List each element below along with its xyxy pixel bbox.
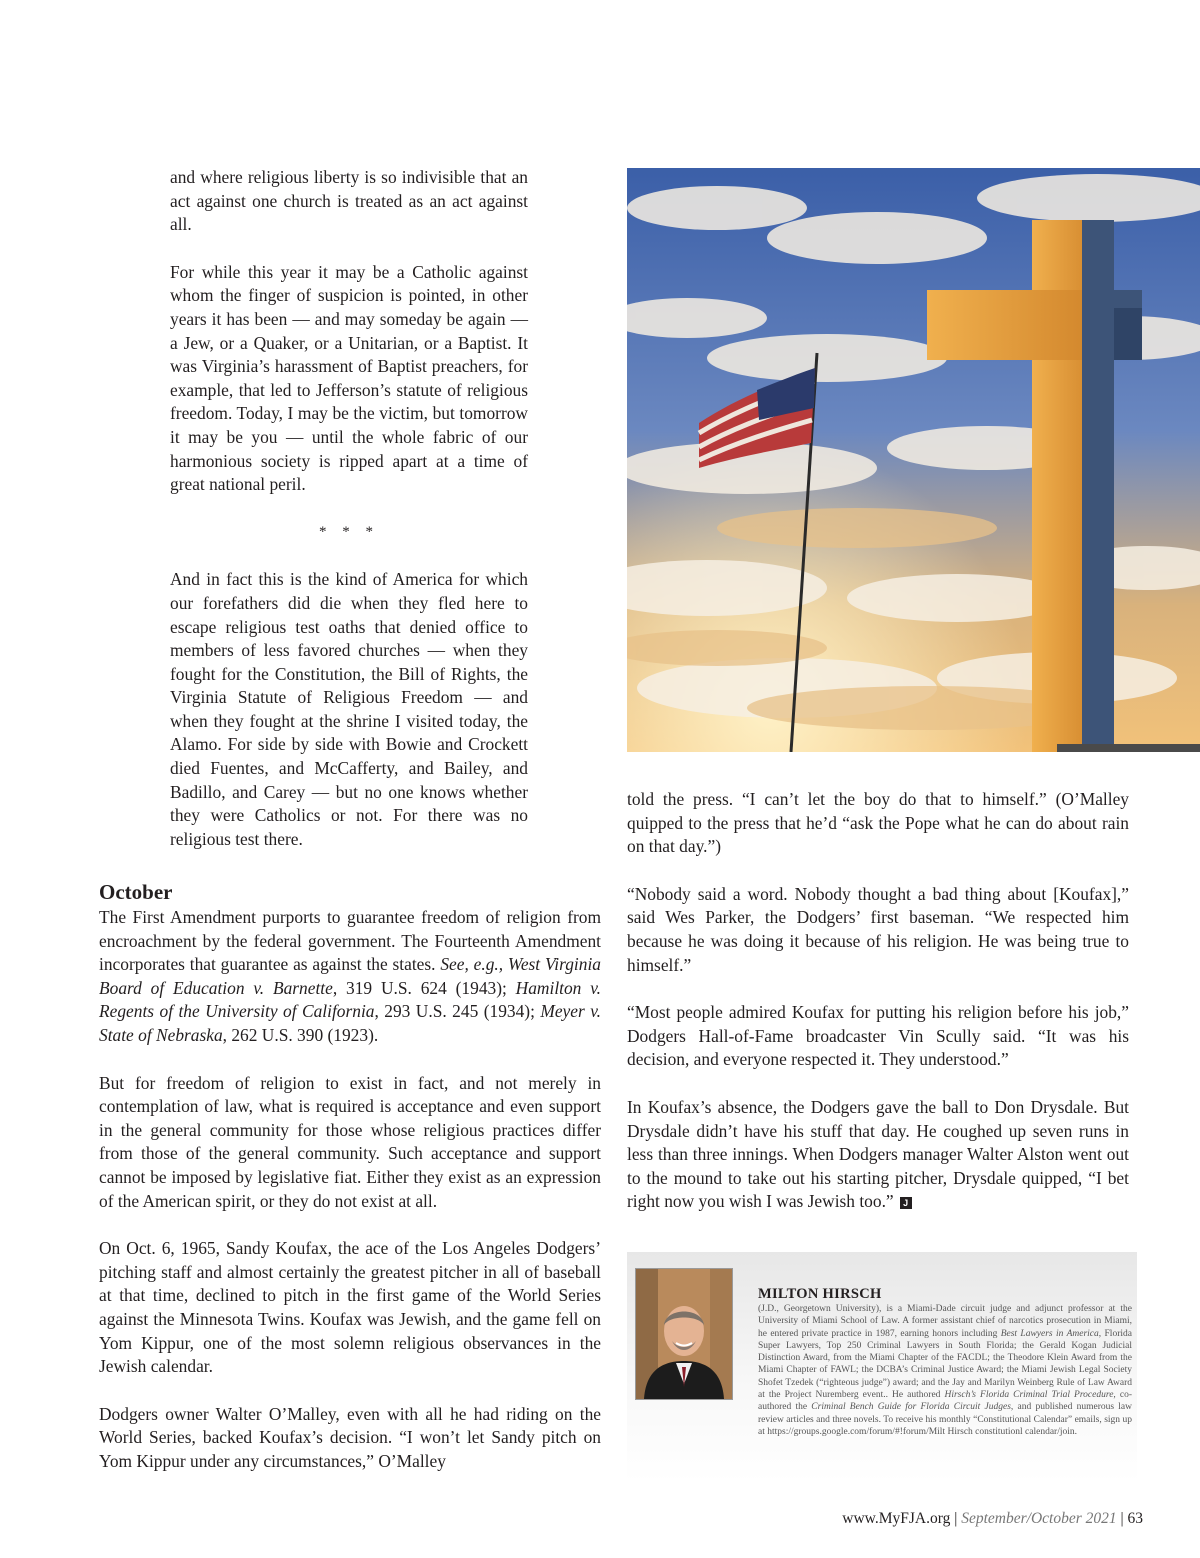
- cross-and-flag-photo: [627, 168, 1200, 752]
- footer-website: www.MyFJA.org: [842, 1510, 951, 1527]
- body-paragraph-8: In Koufax’s absence, the Dodgers gave the ball to Don Drysdale. But Drysdale didn’t have his stuff that day. He coughed up seven runs in less than three innings. When Dodgers manager Walter Alston went out to the mound to take out his starting pitcher, Drysdale quipped, “I bet right now you wish I was Jewish too.” J: [627, 1096, 1129, 1212]
- page-footer: www.MyFJA.org | September/October 2021 | 63: [842, 1510, 1143, 1527]
- citation-barnette: See, e.g., West Virginia Board of Education v. Barnette: [99, 954, 601, 998]
- quote-paragraph-1: and where religious liberty is so indivisible that an act against one church is treated as an act against all.: [170, 167, 528, 235]
- author-portrait: [635, 1268, 733, 1400]
- end-of-article-icon: J: [900, 1197, 912, 1209]
- page-number: 63: [1127, 1510, 1143, 1527]
- body-paragraph-1: The First Amendment purports to guarantee freedom of religion from encroachment by the federal government. The Fourteenth Amendment incorporates that guarantee as against the states. See, e.g., West Virginia Board of Education v. Barnette, 319 U.S. 624 (1943); Hamilton v. Regents of the University of California, 293 U.S. 245 (1934); Meyer v. State of Nebraska, 262 U.S. 390 (1923).: [99, 907, 601, 1045]
- quote-paragraph-3: And in fact this is the kind of America for which our forefathers did die when they fled here to escape religious test oaths that denied office to members of less favored churches — when they fought for the Constitution, the Bill of Rights, the Virginia Statute of Religious Freedom — and when they fought at the shrine I visited today, the Alamo. For side by side with Bowie and Crockett died Fuentes, and McCafferty, and Bailey, and Badillo, and Carey — but no one knows whether they were Catholics or not. For there was no religious test there.: [170, 569, 528, 849]
- quote-paragraph-2: For while this year it may be a Catholic against whom the finger of suspicion is pointed, in other years it has been — and may someday be again — a Jew, or a Quaker, or a Unitarian, or a Baptist. It was Virginia’s harassment of Baptist preachers, for example, that led to Jefferson’s statute of religious freedom. Today, I may be the victim, but tomorrow it may be you — until the whole fabric of our harmonious society is ripped apart at a time of great national peril.: [170, 261, 528, 495]
- body-paragraph-4: Dodgers owner Walter O’Malley, even with all he had riding on the World Series, backed Koufax’s decision. “I won’t let Sandy pitch on Yom Kippur under any circumstances,” O’Malley: [99, 1403, 601, 1471]
- author-name: MILTON HIRSCH: [758, 1286, 882, 1302]
- body-paragraph-6: “Nobody said a word. Nobody thought a bad thing about [Koufax],” said Wes Parker, the Dodgers’ first baseman. “We respected him because he was doing it because of his religion. He was being true to himself.”: [627, 883, 1129, 975]
- section-heading-october: October: [99, 880, 173, 904]
- author-bio-text: (J.D., Georgetown University), is a Miami-Dade circuit judge and adjunct professor at the University of Miami School of Law. A former assistant chief of narcotics prosecution in Miami, he entered private practice in 1987, earning honors including Best Lawyers in America, Florida Super Lawyers, Top 250 Criminal Lawyers in South Florida; the Gerald Kogan Judicial Distinction Award, from the Miami Chapter of the FACDL; the Theodore Klein Award from the Miami Chapter of FAWL; the DCBA’s Criminal Justice Award; the Miami Jewish Legal Society Shofet Tzedek (“righteous judge”) award; and the Jay and Marilyn Weinberg Rule of Law Award at the Project Nuremberg event.. He authored Hirsch’s Florida Criminal Trial Procedure, co-authored the Criminal Bench Guide for Florida Circuit Judges, and published numerous law review articles and three novels. To receive his monthly “Constitutional Calendar” emails, sign up at https://groups.google.com/forum/#!forum/Milt Hirsch constitutionl calendar/join.: [758, 1304, 1133, 1437]
- footer-issue-date: September/October 2021: [961, 1510, 1117, 1527]
- body-paragraph-2: But for freedom of religion to exist in fact, and not merely in contemplation of law, what is required is acceptance and even support in the general community for those whose religious practices differ from those of the general community. Such acceptance and support cannot be imposed by legislative fiat. Either they exist as an expression of the American spirit, or they do not exist at all.: [99, 1072, 601, 1211]
- speech-quotation: [170, 166, 528, 875]
- left-column: [99, 878, 601, 1497]
- right-column: [627, 788, 1129, 1238]
- author-bio-box: [627, 1252, 1137, 1482]
- body-paragraph-5: told the press. “I can’t let the boy do that to himself.” (O’Malley quipped to the press that he’d “ask the Pope what he can do about rain on that day.”): [627, 789, 1129, 857]
- citation-meyer: Meyer v. State of Nebraska: [99, 1001, 601, 1045]
- section-separator: * * *: [319, 523, 379, 540]
- citation-hamilton: Hamilton v. Regents of the University of California: [99, 977, 601, 1022]
- body-paragraph-3: On Oct. 6, 1965, Sandy Koufax, the ace of the Los Angeles Dodgers’ pitching staff and almost certainly the greatest pitcher in all of baseball at that time, declined to pitch in the first game of the World Series against the Minnesota Twins. Koufax was Jewish, and the game fell on Yom Kippur, one of the most solemn religious observances in the Jewish calendar.: [99, 1238, 601, 1377]
- body-paragraph-7: “Most people admired Koufax for putting his religion before his job,” Dodgers Hall-of-Fame broadcaster Vin Scully said. “It was his decision, and everyone respected it. They understood.”: [627, 1002, 1129, 1070]
